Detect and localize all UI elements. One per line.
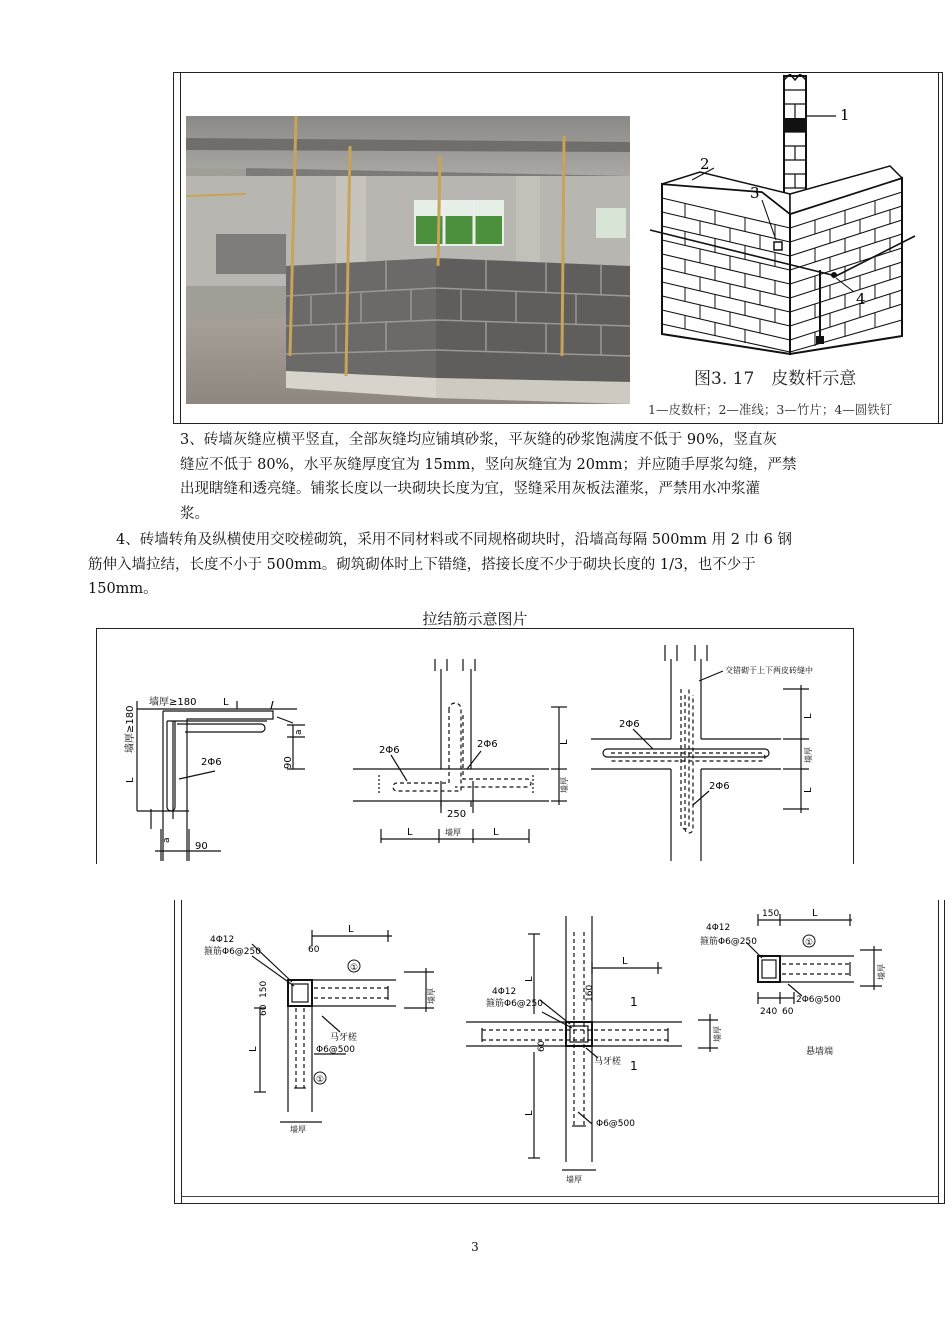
c2-dim160: 160 xyxy=(585,984,595,1002)
d1-bar: 2Φ6 xyxy=(201,757,222,768)
top-frame-right-line xyxy=(938,72,939,424)
c2-bar: Φ6@500 xyxy=(596,1119,635,1129)
d1-a2: a xyxy=(162,837,172,843)
figure-317-diagram xyxy=(640,74,936,422)
p4-line-3: 150mm。 xyxy=(88,581,158,597)
fig317-label-1: 1 xyxy=(840,106,850,124)
d2-L-right: L xyxy=(493,827,499,838)
c2-joint: 马牙槎 xyxy=(594,1057,622,1067)
d2-wall: 墙厚 xyxy=(445,828,461,837)
c1-bar: Φ6@500 xyxy=(316,1045,355,1055)
d3-L-top: L xyxy=(803,713,814,719)
p3-line-4: 浆。 xyxy=(180,505,209,522)
c1-circle: ① xyxy=(350,963,359,973)
tie-section-title: 拉结筋示意图片 xyxy=(422,610,528,628)
tie-frame-right xyxy=(853,628,854,864)
d2-L-side: L xyxy=(559,739,570,745)
d3-bar-bot: 2Φ6 xyxy=(709,781,730,792)
c3-dim240: 240 xyxy=(760,1007,778,1017)
c1-dim60: 60 xyxy=(308,945,320,955)
column-frame-right xyxy=(938,900,939,1204)
column-frame-bottom-inner xyxy=(181,1196,939,1197)
fig317-label-2: 2 xyxy=(700,155,710,173)
column-frame-left xyxy=(174,900,175,1204)
c2-L-side: L xyxy=(524,976,535,982)
c1-wall: 墙厚 xyxy=(290,1125,306,1134)
c3-caption: 悬墙端 xyxy=(806,1047,834,1057)
p3-line-2: 缝应不低于 80%，水平灰缝厚度宜为 15mm，竖向灰缝宜为 20mm；并应随手厚浆勾缝，严禁 xyxy=(180,456,797,473)
d2-bar-right: 2Φ6 xyxy=(477,739,498,750)
d1-L: L xyxy=(223,697,229,708)
c2-wall: 墙厚 xyxy=(566,1175,582,1184)
d1-a: a xyxy=(294,729,304,735)
d3-wall: 墙厚 xyxy=(804,747,813,763)
fig317-caption: 图3. 17 皮数杆示意 xyxy=(694,369,857,389)
c2-stirrup: 箍筋Φ6@250 xyxy=(486,999,543,1009)
d2-bar-left: 2Φ6 xyxy=(379,745,400,756)
p4-line-1: 4、砖墙转角及纵横使用交咬槎砌筑，采用不同材料或不同规格砌块时，沿墙高每隔 500mm 用 2 巾 6 钢 xyxy=(116,532,793,548)
c3-L: L xyxy=(812,908,818,919)
c3-dim60: 60 xyxy=(782,1007,794,1017)
c1-circle2: ① xyxy=(316,1075,325,1085)
c2-L-side2: L xyxy=(524,1110,535,1116)
top-frame-inner-line xyxy=(180,72,181,424)
c1-rebar: 4Φ12 xyxy=(210,935,235,945)
c1-dim150: 150 xyxy=(259,980,269,998)
d3-note: 交错砌于上下两皮砖缝中 xyxy=(725,666,813,675)
column-frame-bottom xyxy=(174,1203,945,1204)
d3-L-bot: L xyxy=(803,787,814,793)
d1-dim90b: 90 xyxy=(195,841,208,852)
fig317-legend: 1—皮数杆；2—准线；3—竹片；4—圆铁钉 xyxy=(648,402,893,417)
column-diagrams xyxy=(182,902,938,1196)
c1-joint: 马牙槎 xyxy=(330,1033,358,1043)
c1-dim60b: 60 xyxy=(259,1004,269,1016)
c3-wall: 墙厚 xyxy=(877,964,886,980)
fig317-label-4: 4 xyxy=(856,290,866,308)
d1-dim90: 90 xyxy=(283,756,294,769)
c2-wall-side: 墙厚 xyxy=(713,1026,722,1042)
column-frame-right-outer xyxy=(944,900,945,1204)
c1-wall-side: 墙厚 xyxy=(427,988,436,1004)
fig317-label-3: 3 xyxy=(750,184,760,202)
d1-wall-side: 墙厚≥180 xyxy=(125,705,136,753)
c3-dim150: 150 xyxy=(762,909,780,919)
construction-photo xyxy=(186,116,630,404)
c2-mark-top: 1 xyxy=(630,995,638,1009)
d2-wall-side: 墙厚 xyxy=(560,777,569,793)
p3-line-3: 出现瞎缝和透亮缝。铺浆长度以一块砌块长度为宜，竖缝采用灰板法灌浆，严禁用水冲浆灌 xyxy=(180,481,760,497)
c1-L-side: L xyxy=(248,1046,259,1052)
c2-rebar: 4Φ12 xyxy=(492,987,517,997)
c2-mark-bot: 1 xyxy=(630,1059,638,1073)
d2-dim250: 250 xyxy=(447,809,467,820)
p3-line-1: 3、砖墙灰缝应横平竖直，全部灰缝均应铺填砂浆，平灰缝的砂浆饱满度不低于 90%，竖直灰 xyxy=(180,432,778,448)
d1-wall-top: 墙厚≥180 xyxy=(149,697,197,708)
c3-bar: 2Φ6@500 xyxy=(796,995,841,1005)
d3-bar-top: 2Φ6 xyxy=(619,719,640,730)
c2-dim60: 60 xyxy=(537,1040,547,1052)
paragraph-4 xyxy=(88,528,918,602)
c1-stirrup: 箍筋Φ6@250 xyxy=(204,947,261,957)
c2-L: L xyxy=(622,956,628,967)
c3-rebar: 4Φ12 xyxy=(706,923,731,933)
c3-circle: ① xyxy=(805,938,814,948)
c3-stirrup: 箍筋Φ6@250 xyxy=(700,937,757,947)
d1-L-side: L xyxy=(125,777,136,783)
p4-line-2: 筋伸入墙拉结，长度不小于 500mm。砌筑砌体时上下错缝，搭接长度不少于砌块长度的 1/3，也不少于 xyxy=(88,556,756,573)
d2-L-left: L xyxy=(407,827,413,838)
c1-L: L xyxy=(348,924,354,935)
tie-bar-diagrams xyxy=(97,629,853,863)
paragraph-3 xyxy=(180,428,900,526)
page-number: 3 xyxy=(471,1240,479,1254)
